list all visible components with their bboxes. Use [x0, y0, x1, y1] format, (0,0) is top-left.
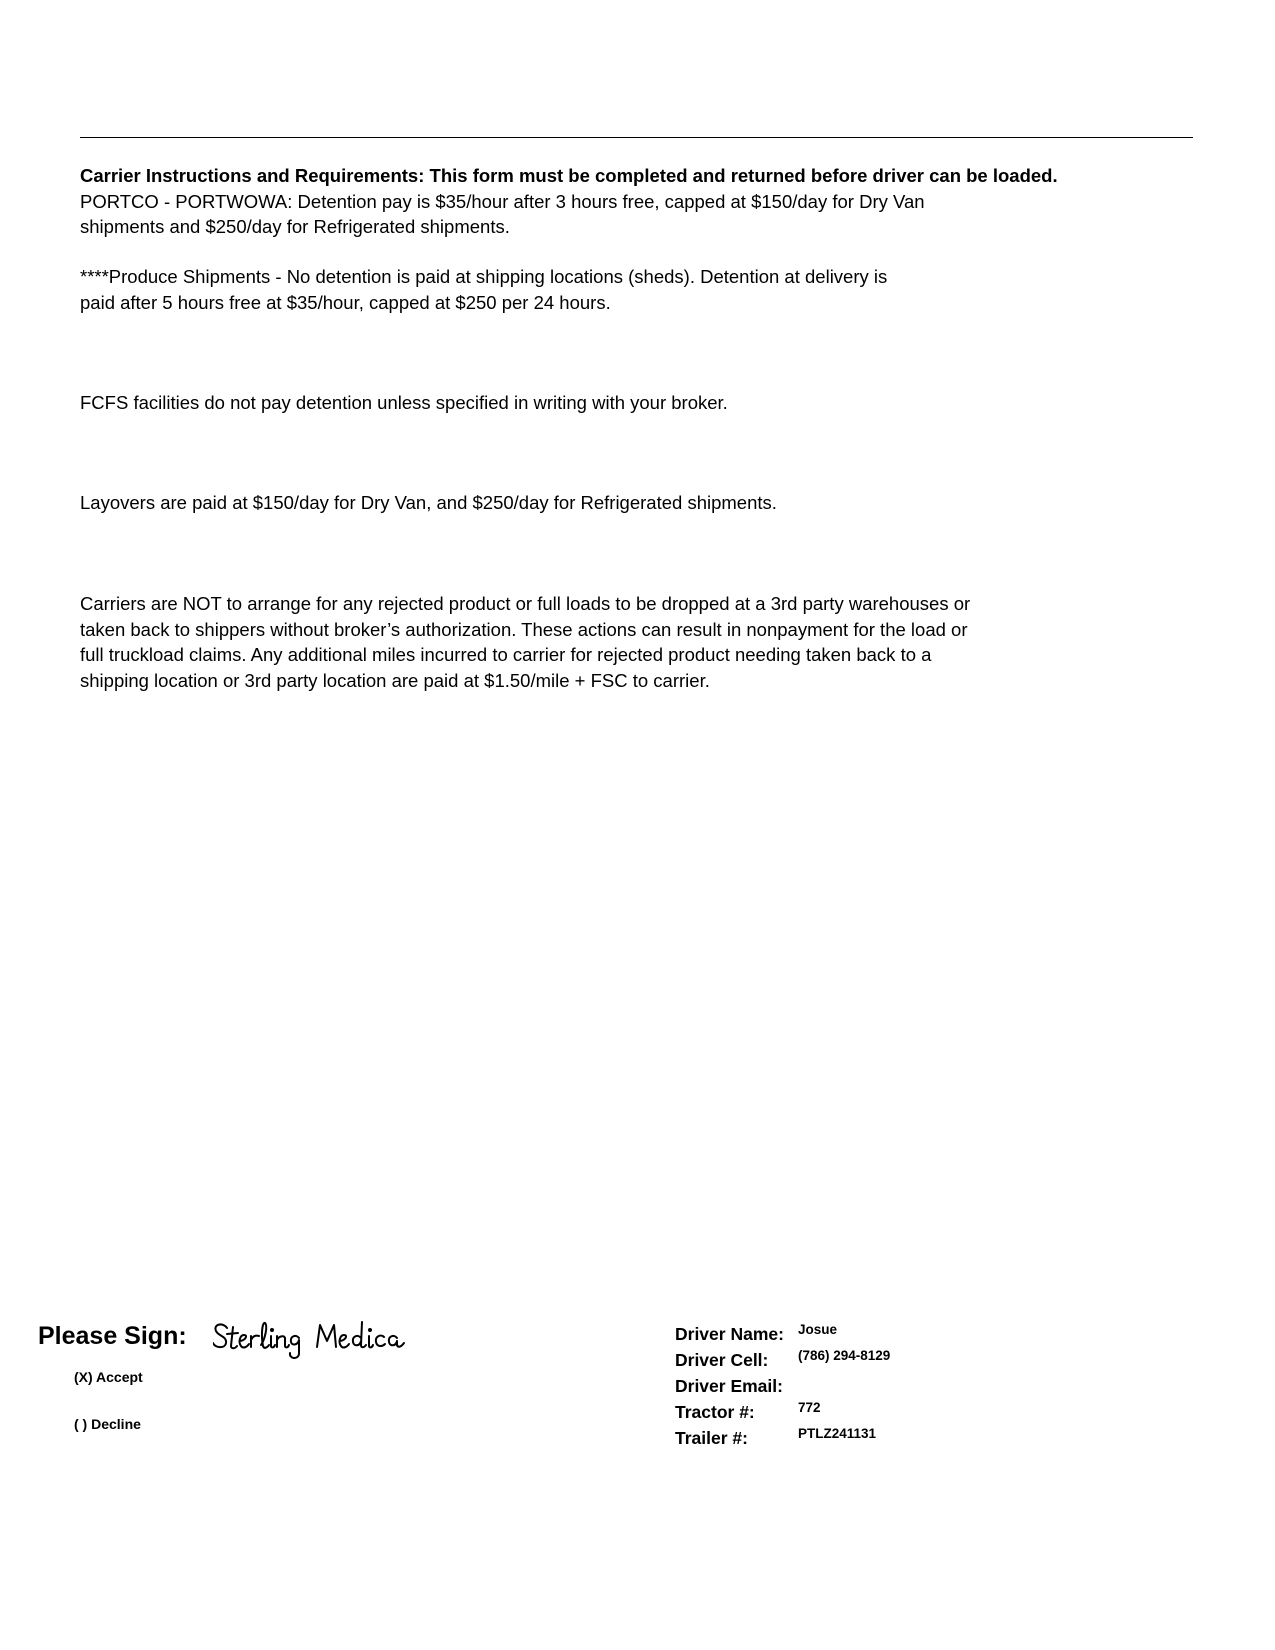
top-divider	[80, 137, 1193, 138]
rejected-line-1: Carriers are NOT to arrange for any rejected product or full loads to be dropped at a 3rd party warehouses or	[80, 593, 971, 614]
driver-name-value: Josue	[798, 1322, 838, 1337]
signature-image	[213, 1314, 453, 1360]
please-sign-label: Please Sign:	[38, 1322, 187, 1350]
rejected-line-3: full truckload claims. Any additional miles incurred to carrier for rejected product needing taken back to a	[80, 644, 932, 665]
produce-section	[80, 264, 887, 315]
tractor-number-label: Tractor #:	[675, 1402, 755, 1422]
driver-name-label: Driver Name:	[675, 1324, 784, 1344]
driver-cell-label: Driver Cell:	[675, 1350, 769, 1370]
rejected-line-4: shipping location or 3rd party location are paid at $1.50/mile + FSC to carrier.	[80, 669, 710, 691]
produce-line-1: ****Produce Shipments - No detention is paid at shipping locations (sheds). Detention at delivery is	[80, 266, 888, 287]
layovers-text: Layovers are paid at $150/day for Dry Van, and $250/day for Refrigerated shipments.	[80, 492, 777, 513]
driver-cell-value: (786) 294-8129	[798, 1348, 891, 1363]
accept-option[interactable]: (X) Accept	[74, 1369, 143, 1385]
trailer-number-label: Trailer #:	[675, 1428, 748, 1448]
detention-line-2: shipments and $250/day for Refrigerated shipments.	[80, 216, 510, 237]
trailer-number-value: PTLZ241131	[798, 1426, 877, 1441]
carrier-instructions-section	[80, 163, 1058, 240]
fcfs-section	[80, 390, 728, 416]
detention-line-1: PORTCO - PORTWOWA: Detention pay is $35/hour after 3 hours free, capped at $150/day for Dry Van	[80, 190, 925, 212]
fcfs-text: FCFS facilities do not pay detention unless specified in writing with your broker.	[80, 392, 728, 413]
rejected-line-2: taken back to shippers without broker’s authorization. These actions can result in nonpayment for the load or	[80, 618, 968, 640]
layovers-section	[80, 490, 777, 516]
driver-email-label: Driver Email:	[675, 1376, 783, 1396]
tractor-number-value: 772	[798, 1400, 821, 1415]
decline-option[interactable]: ( ) Decline	[74, 1416, 141, 1432]
produce-line-2: paid after 5 hours free at $35/hour, capped at $250 per 24 hours.	[80, 291, 611, 313]
rejected-product-section	[80, 591, 970, 693]
instructions-heading: Carrier Instructions and Requirements: This form must be completed and returned before driver can be loaded.	[80, 165, 1058, 186]
